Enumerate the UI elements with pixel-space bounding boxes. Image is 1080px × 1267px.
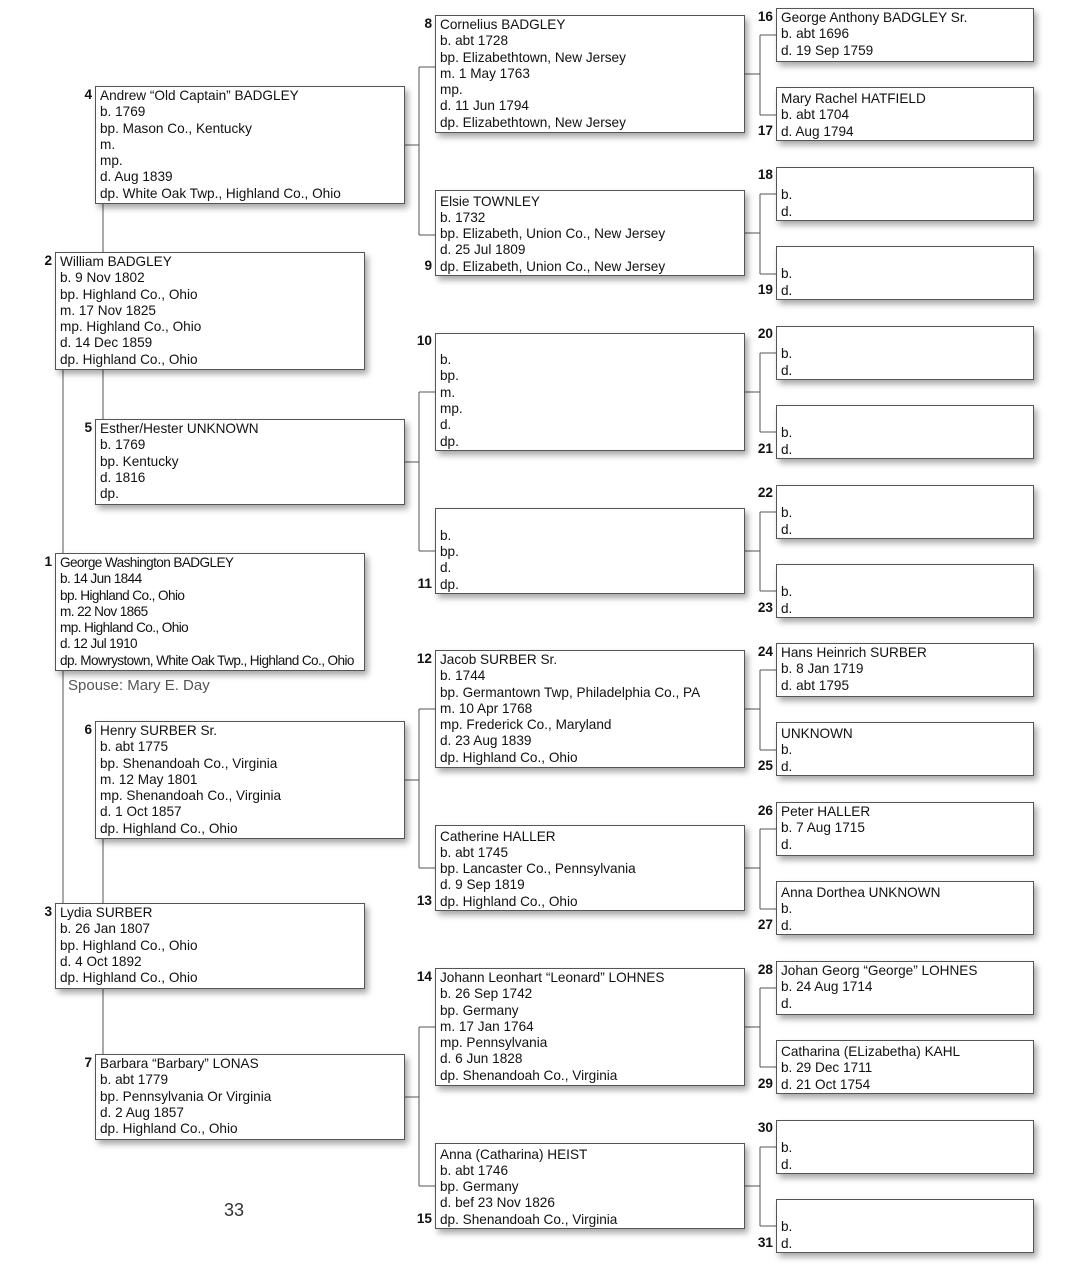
person-number-23: 23 bbox=[757, 599, 773, 615]
person-box-3[interactable] bbox=[55, 903, 365, 989]
person-name: Lydia SURBER bbox=[60, 905, 153, 920]
person-detail: d. 14 Dec 1859 bbox=[60, 335, 153, 351]
person-detail: b. abt 1696 bbox=[781, 26, 850, 42]
person-detail: b. bbox=[781, 742, 793, 758]
person-detail: b. bbox=[781, 346, 793, 362]
person-detail: dp. bbox=[100, 486, 119, 502]
person-detail: dp. Elizabethtown, New Jersey bbox=[440, 114, 626, 130]
person-box-13[interactable] bbox=[435, 825, 745, 911]
person-number-22: 22 bbox=[757, 485, 773, 500]
person-box-16[interactable] bbox=[776, 8, 1034, 62]
person-detail: b. bbox=[781, 1219, 793, 1235]
person-detail: b. bbox=[781, 425, 793, 441]
person-name: Catharina (ELizabetha) KAHL bbox=[781, 1044, 961, 1060]
person-box-10[interactable] bbox=[435, 333, 745, 451]
person-number-19: 19 bbox=[757, 281, 773, 297]
person-name bbox=[781, 409, 1033, 425]
person-detail: b. 1744 bbox=[440, 668, 486, 684]
person-box-18[interactable] bbox=[776, 167, 1034, 221]
person-box-17[interactable] bbox=[776, 87, 1034, 141]
person-detail: bp. Mason Co., Kentucky bbox=[100, 120, 252, 136]
person-box-2[interactable] bbox=[55, 252, 365, 370]
person-detail: d. 19 Sep 1759 bbox=[781, 42, 874, 58]
person-detail: dp. Shenandoah Co., Virginia bbox=[440, 1211, 618, 1227]
person-detail: d. 11 Jun 1794 bbox=[440, 98, 529, 114]
person-detail: b. bbox=[781, 187, 793, 203]
person-detail: bp. Kentucky bbox=[100, 453, 179, 469]
person-detail: bp. Highland Co., Ohio bbox=[60, 286, 198, 302]
person-detail: b. abt 1779 bbox=[100, 1072, 169, 1088]
person-detail: m. 10 Apr 1768 bbox=[440, 700, 533, 716]
person-detail: b. bbox=[781, 266, 793, 282]
person-detail: d. 2 Aug 1857 bbox=[100, 1104, 184, 1120]
person-detail: b. 1769 bbox=[100, 437, 146, 453]
person-detail: dp. Highland Co., Ohio bbox=[60, 351, 198, 367]
person-detail: dp. Highland Co., Ohio bbox=[100, 1121, 238, 1137]
person-box-27[interactable] bbox=[776, 881, 1034, 935]
person-detail: b. 29 Dec 1711 bbox=[781, 1060, 873, 1076]
person-detail: d. 9 Sep 1819 bbox=[440, 877, 525, 893]
person-name bbox=[440, 336, 744, 352]
person-box-24[interactable] bbox=[776, 643, 1034, 697]
person-name: Barbara “Barbary” LONAS bbox=[100, 1056, 259, 1071]
person-name bbox=[781, 171, 1033, 187]
person-box-20[interactable] bbox=[776, 326, 1034, 380]
person-detail: bp. Germany bbox=[440, 1179, 519, 1195]
person-detail: mp. bbox=[440, 82, 463, 98]
person-detail: bp. bbox=[440, 544, 459, 560]
person-name bbox=[781, 1203, 1033, 1219]
person-name bbox=[781, 1124, 1033, 1140]
person-detail: dp. Highland Co., Ohio bbox=[440, 749, 578, 765]
person-number-14: 14 bbox=[416, 969, 432, 984]
person-detail: d. 21 Oct 1754 bbox=[781, 1076, 871, 1092]
person-name bbox=[781, 489, 1033, 505]
person-detail: b. bbox=[440, 352, 452, 368]
person-detail: b. 26 Sep 1742 bbox=[440, 986, 533, 1002]
person-box-31[interactable] bbox=[776, 1199, 1034, 1253]
person-detail: mp. Highland Co., Ohio bbox=[60, 620, 189, 636]
person-name: Cornelius BADGLEY bbox=[440, 17, 566, 32]
person-detail: dp. Mowrystown, White Oak Twp., Highland Co., Ohio bbox=[60, 652, 354, 668]
person-detail: b. bbox=[781, 584, 793, 600]
person-name: Esther/Hester UNKNOWN bbox=[100, 421, 259, 436]
person-number-9: 9 bbox=[424, 257, 432, 273]
person-name: Elsie TOWNLEY bbox=[440, 193, 540, 209]
person-name: Catherine HALLER bbox=[440, 828, 556, 844]
person-box-4[interactable] bbox=[95, 86, 405, 204]
person-box-11[interactable] bbox=[435, 508, 745, 594]
person-detail: b. 7 Aug 1715 bbox=[781, 820, 865, 836]
person-box-25[interactable] bbox=[776, 722, 1034, 776]
person-detail: dp. Elizabeth, Union Co., New Jersey bbox=[440, 258, 666, 274]
person-number-17: 17 bbox=[757, 122, 773, 138]
person-detail: bp. Lancaster Co., Pennsylvania bbox=[440, 861, 636, 877]
person-number-5: 5 bbox=[84, 420, 92, 435]
person-detail: b. abt 1704 bbox=[781, 107, 850, 123]
person-detail: dp. Highland Co., Ohio bbox=[100, 820, 238, 836]
person-detail: mp. bbox=[100, 153, 123, 169]
person-name: George Anthony BADGLEY Sr. bbox=[781, 10, 968, 25]
person-detail: bp. Elizabeth, Union Co., New Jersey bbox=[440, 226, 666, 242]
person-detail: d. bbox=[781, 758, 793, 774]
person-detail: dp. Shenandoah Co., Virginia bbox=[440, 1067, 618, 1083]
person-detail: b. 1732 bbox=[440, 209, 486, 225]
person-detail: b. 8 Jan 1719 bbox=[781, 661, 864, 677]
person-detail: m. bbox=[100, 136, 116, 152]
person-detail: mp. Pennsylvania bbox=[440, 1035, 548, 1051]
person-number-28: 28 bbox=[757, 962, 773, 977]
person-detail: d. abt 1795 bbox=[781, 677, 850, 693]
person-name: Anna Dorthea UNKNOWN bbox=[781, 885, 941, 901]
person-number-11: 11 bbox=[417, 575, 432, 591]
person-name: Peter HALLER bbox=[781, 804, 871, 819]
person-number-1: 1 bbox=[44, 554, 52, 569]
person-detail: d. bbox=[781, 282, 793, 298]
person-number-15: 15 bbox=[416, 1210, 432, 1226]
person-name: George Washington BADGLEY bbox=[60, 555, 234, 570]
person-detail: d. 1816 bbox=[100, 469, 146, 485]
person-detail: d. 25 Jul 1809 bbox=[440, 242, 526, 258]
person-number-21: 21 bbox=[757, 440, 773, 456]
person-number-26: 26 bbox=[757, 803, 773, 818]
person-name bbox=[781, 330, 1033, 346]
person-name: Johann Leonhart “Leonard” LOHNES bbox=[440, 970, 665, 985]
person-name bbox=[440, 512, 744, 528]
person-number-16: 16 bbox=[757, 9, 773, 24]
person-detail: mp. bbox=[440, 401, 463, 417]
person-name: Jacob SURBER Sr. bbox=[440, 652, 558, 667]
person-detail: d. bbox=[781, 521, 793, 537]
person-detail: d. bbox=[440, 560, 452, 576]
person-name: UNKNOWN bbox=[781, 726, 853, 742]
person-detail: b. bbox=[781, 505, 793, 521]
person-detail: bp. Highland Co., Ohio bbox=[60, 587, 185, 603]
person-box-14[interactable] bbox=[435, 968, 745, 1086]
person-detail: d. 6 Jun 1828 bbox=[440, 1051, 523, 1067]
person-detail: mp. Frederick Co., Maryland bbox=[440, 717, 612, 733]
person-detail: b. abt 1745 bbox=[440, 844, 509, 860]
person-detail: b. 26 Jan 1807 bbox=[60, 921, 150, 937]
person-detail: m. 17 Jan 1764 bbox=[440, 1018, 534, 1034]
person-detail: b. bbox=[781, 1140, 793, 1156]
person-detail: m. 22 Nov 1865 bbox=[60, 603, 148, 619]
person-detail: dp. Highland Co., Ohio bbox=[440, 893, 578, 909]
person-detail: m. bbox=[440, 384, 456, 400]
person-box-8[interactable] bbox=[435, 15, 745, 133]
person-number-31: 31 bbox=[757, 1234, 773, 1250]
person-number-24: 24 bbox=[757, 644, 773, 659]
person-number-4: 4 bbox=[84, 87, 92, 102]
person-number-27: 27 bbox=[757, 916, 773, 932]
person-detail: m. 17 Nov 1825 bbox=[60, 302, 156, 318]
person-detail: d. bbox=[781, 362, 793, 378]
person-number-29: 29 bbox=[757, 1075, 773, 1091]
person-detail: b. 1769 bbox=[100, 104, 146, 120]
person-number-8: 8 bbox=[424, 16, 432, 31]
person-name: William BADGLEY bbox=[60, 254, 172, 269]
person-detail: bp. Pennsylvania Or Virginia bbox=[100, 1088, 272, 1104]
person-detail: bp. bbox=[440, 368, 459, 384]
person-box-28[interactable] bbox=[776, 961, 1034, 1015]
person-box-21[interactable] bbox=[776, 405, 1034, 459]
person-detail: bp. Germantown Twp, Philadelphia Co., PA bbox=[440, 684, 701, 700]
person-number-3: 3 bbox=[44, 904, 52, 919]
person-box-7[interactable] bbox=[95, 1054, 405, 1140]
person-box-29[interactable] bbox=[776, 1040, 1034, 1094]
person-number-25: 25 bbox=[757, 757, 773, 773]
person-name: Andrew “Old Captain” BADGLEY bbox=[100, 88, 299, 103]
person-detail: dp. White Oak Twp., Highland Co., Ohio bbox=[100, 185, 341, 201]
person-number-7: 7 bbox=[84, 1055, 92, 1070]
person-number-20: 20 bbox=[757, 326, 773, 341]
person-name: Johan Georg “George” LOHNES bbox=[781, 963, 978, 978]
person-box-26[interactable] bbox=[776, 802, 1034, 856]
person-number-12: 12 bbox=[416, 651, 432, 666]
person-name bbox=[781, 568, 1033, 584]
person-number-10: 10 bbox=[416, 333, 432, 348]
person-detail: d. 23 Aug 1839 bbox=[440, 733, 532, 749]
person-detail: d. 4 Oct 1892 bbox=[60, 953, 142, 969]
person-box-22[interactable] bbox=[776, 485, 1034, 539]
person-detail: b. abt 1746 bbox=[440, 1162, 509, 1178]
person-detail: bp. Germany bbox=[440, 1002, 519, 1018]
person-detail: d. bbox=[781, 600, 793, 616]
person-name: Hans Heinrich SURBER bbox=[781, 645, 927, 660]
person-box-6[interactable] bbox=[95, 721, 405, 839]
person-box-12[interactable] bbox=[435, 650, 745, 768]
person-detail: d. bbox=[781, 1235, 793, 1251]
person-detail: bp. Highland Co., Ohio bbox=[60, 937, 198, 953]
person-detail: d. bbox=[440, 417, 452, 433]
spouse-label: Spouse: Mary E. Day bbox=[68, 677, 210, 694]
person-detail: b. abt 1775 bbox=[100, 739, 169, 755]
person-detail: d. bbox=[781, 917, 793, 933]
person-name: Anna (Catharina) HEIST bbox=[440, 1146, 588, 1162]
person-detail: b. abt 1728 bbox=[440, 33, 509, 49]
person-detail: dp. bbox=[440, 576, 459, 592]
person-detail: b. 24 Aug 1714 bbox=[781, 979, 873, 995]
person-detail: b. bbox=[781, 901, 793, 917]
person-box-9[interactable] bbox=[435, 190, 745, 276]
person-detail: d. bbox=[781, 441, 793, 457]
person-number-30: 30 bbox=[757, 1120, 773, 1135]
person-detail: d. bef 23 Nov 1826 bbox=[440, 1195, 555, 1211]
person-detail: d. Aug 1839 bbox=[100, 169, 173, 185]
person-detail: bp. Elizabethtown, New Jersey bbox=[440, 49, 626, 65]
person-detail: b. 14 Jun 1844 bbox=[60, 571, 142, 587]
person-number-2: 2 bbox=[44, 253, 52, 268]
person-number-13: 13 bbox=[416, 892, 432, 908]
person-box-1[interactable] bbox=[55, 553, 365, 671]
page-number: 33 bbox=[224, 1200, 245, 1220]
person-detail: mp. Highland Co., Ohio bbox=[60, 319, 202, 335]
person-detail: b. bbox=[440, 527, 452, 543]
person-box-5[interactable] bbox=[95, 419, 405, 505]
person-detail: d. bbox=[781, 203, 793, 219]
person-box-15[interactable] bbox=[435, 1143, 745, 1229]
person-detail: b. 9 Nov 1802 bbox=[60, 270, 145, 286]
person-detail: d. 12 Jul 1910 bbox=[60, 636, 138, 652]
person-detail: d. Aug 1794 bbox=[781, 123, 854, 139]
person-detail: bp. Shenandoah Co., Virginia bbox=[100, 755, 278, 771]
person-detail: d. bbox=[781, 836, 793, 852]
person-name: Henry SURBER Sr. bbox=[100, 723, 218, 738]
person-box-30[interactable] bbox=[776, 1120, 1034, 1174]
person-name bbox=[781, 250, 1033, 266]
person-name: Mary Rachel HATFIELD bbox=[781, 91, 926, 107]
person-detail: dp. bbox=[440, 433, 459, 449]
person-detail: mp. Shenandoah Co., Virginia bbox=[100, 788, 282, 804]
person-number-6: 6 bbox=[84, 722, 92, 737]
person-detail: m. 12 May 1801 bbox=[100, 771, 198, 787]
person-detail: m. 1 May 1763 bbox=[440, 65, 530, 81]
person-number-18: 18 bbox=[757, 167, 773, 182]
person-box-23[interactable] bbox=[776, 564, 1034, 618]
person-detail: d. 1 Oct 1857 bbox=[100, 804, 182, 820]
person-detail: dp. Highland Co., Ohio bbox=[60, 970, 198, 986]
person-box-19[interactable] bbox=[776, 246, 1034, 300]
person-detail: d. bbox=[781, 1156, 793, 1172]
person-detail: d. bbox=[781, 995, 793, 1011]
